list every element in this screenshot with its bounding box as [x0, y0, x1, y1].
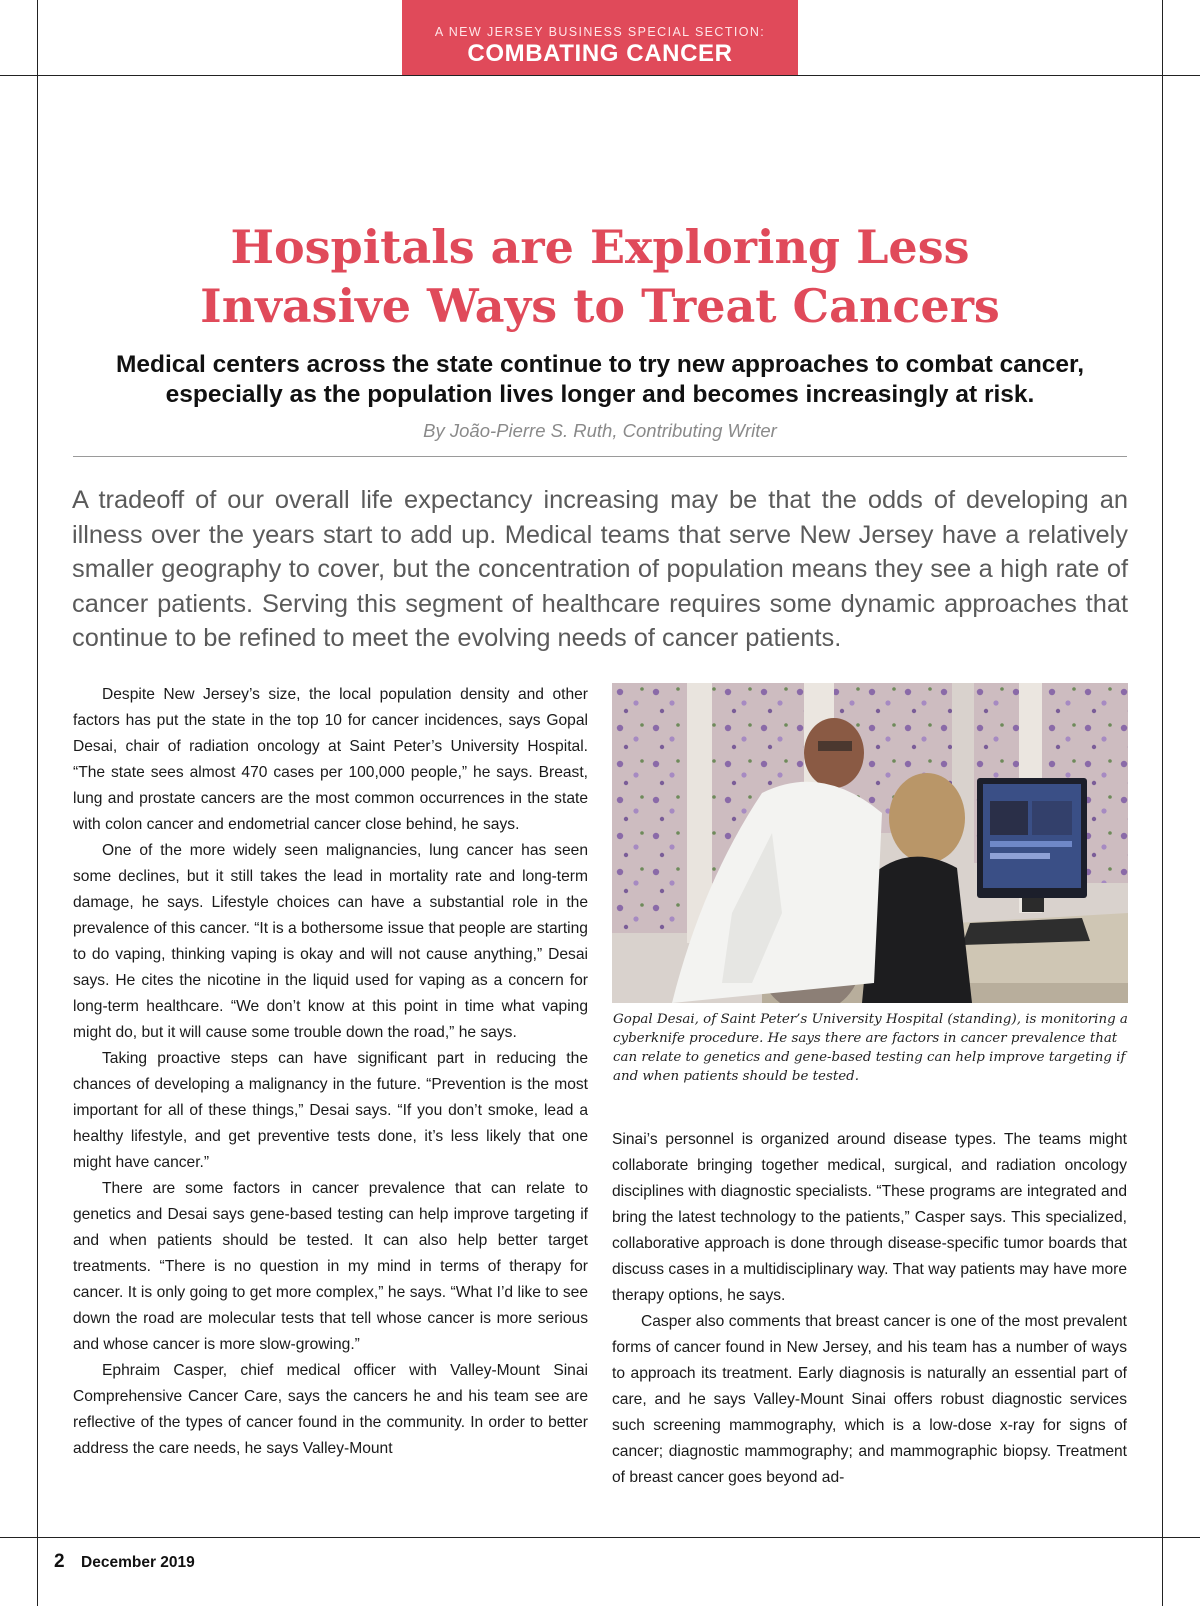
headline-line-2: Invasive Ways to Treat Cancers [200, 279, 1000, 333]
body-paragraph: Taking proactive steps can have significant part in reducing the chances of developing a malignancy in the future. “Prevention is the most important for all of these things,” Desai says. “If you don’t smoke, lead a healthy lifestyle, and get preventive tests done, it’s less likely that one might have cancer.” [73, 1050, 588, 1171]
page-folio [54, 1551, 195, 1573]
body-paragraph: Casper also comments that breast cancer is one of the most prevalent forms of cancer found in New Jersey, and his team has a number of ways to approach its treatment. Early diagnosis is naturally an essential part of care, and he says Valley-Mount Sinai offers robust diagnostic services such screening mammography, which is a low-dose x-ray for signs of cancer; diagnostic mammography; and mammographic biopsy. Treatment of breast cancer goes beyond ad- [612, 1313, 1127, 1486]
photo-illustration [612, 683, 1128, 1003]
section-kicker: A NEW JERSEY BUSINESS SPECIAL SECTION: [434, 25, 766, 39]
bottom-rule [0, 1537, 1200, 1538]
left-margin-rule [37, 0, 38, 1606]
photo-caption: Gopal Desai, of Saint Peter’s University Hospital (standing), is monitoring a cyberknife procedure. He says there are factors in cancer prevalence that can relate to genetics and gene-based testing can help improve targeting if and when patients should be tested. [613, 1012, 1128, 1084]
body-column-left [73, 682, 588, 1462]
section-banner [402, 0, 798, 75]
body-paragraph: Ephraim Casper, chief medical officer with Valley-Mount Sinai Comprehensive Cancer Care, says the cancers he and his team see are reflective of the types of cancer found in the community. In order to better address the care needs, he says Valley-Mount [73, 1362, 588, 1457]
body-column-right [612, 1127, 1127, 1491]
headline-line-1: Hospitals are Exploring Less [230, 220, 970, 274]
issue-date: December 2019 [81, 1554, 195, 1571]
article-headline [60, 218, 1140, 336]
article-byline: By João-Pierre S. Ruth, Contributing Writer [423, 420, 777, 441]
body-paragraph: There are some factors in cancer prevalence that can relate to genetics and Desai says gene-based testing can help improve targeting if and when patients should be tested. It can also help better target treatments. “There is no question in my mind in terms of therapy for cancer. It is only going to get more complex,” he says. “What I’d like to see down the road are molecular tests that tell whose cancer is more serious and whose cancer is more slow-growing.” [73, 1180, 588, 1353]
byline-divider [73, 456, 1127, 457]
section-title: COMBATING CANCER [467, 40, 733, 67]
top-rule [0, 75, 1200, 76]
right-margin-rule [1162, 0, 1163, 1606]
article-lede: A tradeoff of our overall life expectancy increasing may be that the odds of developing an illness over the years start to add up. Medical teams that serve New Jersey have a relatively smaller geography to cover, but the concentration of population means they see a high rate of cancer patients. Serving this segment of healthcare requires some dynamic approaches that continue to be refined to meet the evolving needs of cancer patients. [72, 486, 1128, 652]
page-number: 2 [54, 1551, 65, 1572]
article-subhead: Medical centers across the state continue to try new approaches to combat cancer, especially as the population lives longer and becomes increasingly at risk. [115, 351, 1085, 408]
article-photo [612, 683, 1128, 1003]
body-paragraph: One of the more widely seen malignancies, lung cancer has seen some declines, but it still takes the lead in mortality rate and long-term damage, he says. Lifestyle choices can have a substantial role in the prevalence of this cancer. “It is a bothersome issue that people are starting to do vaping, thinking vaping is okay and will not cause anything,” Desai says. He cites the nicotine in the liquid used for vaping as a concern for long-term healthcare. “We don’t know at this point in time what vaping might do, but it will cause some trouble down the road,” he says. [73, 842, 588, 1041]
body-paragraph: Despite New Jersey’s size, the local population density and other factors has put the state in the top 10 for cancer incidences, says Gopal Desai, chair of radiation oncology at Saint Peter’s University Hospital. “The state sees almost 470 cases per 100,000 people,” he says. Breast, lung and prostate cancers are the most common occurrences in the state with colon cancer and endometrial cancer close behind, he says. [73, 686, 588, 833]
body-paragraph: Sinai’s personnel is organized around disease types. The teams might collaborate bringing together medical, surgical, and radiation oncology disciplines with diagnostic specialists. “These programs are integrated and bring the latest technology to the patients,” Casper says. This specialized, collaborative approach is done through disease-specific tumor boards that discuss cases in a multidisciplinary way. That way patients may have more therapy options, he says. [612, 1131, 1127, 1304]
